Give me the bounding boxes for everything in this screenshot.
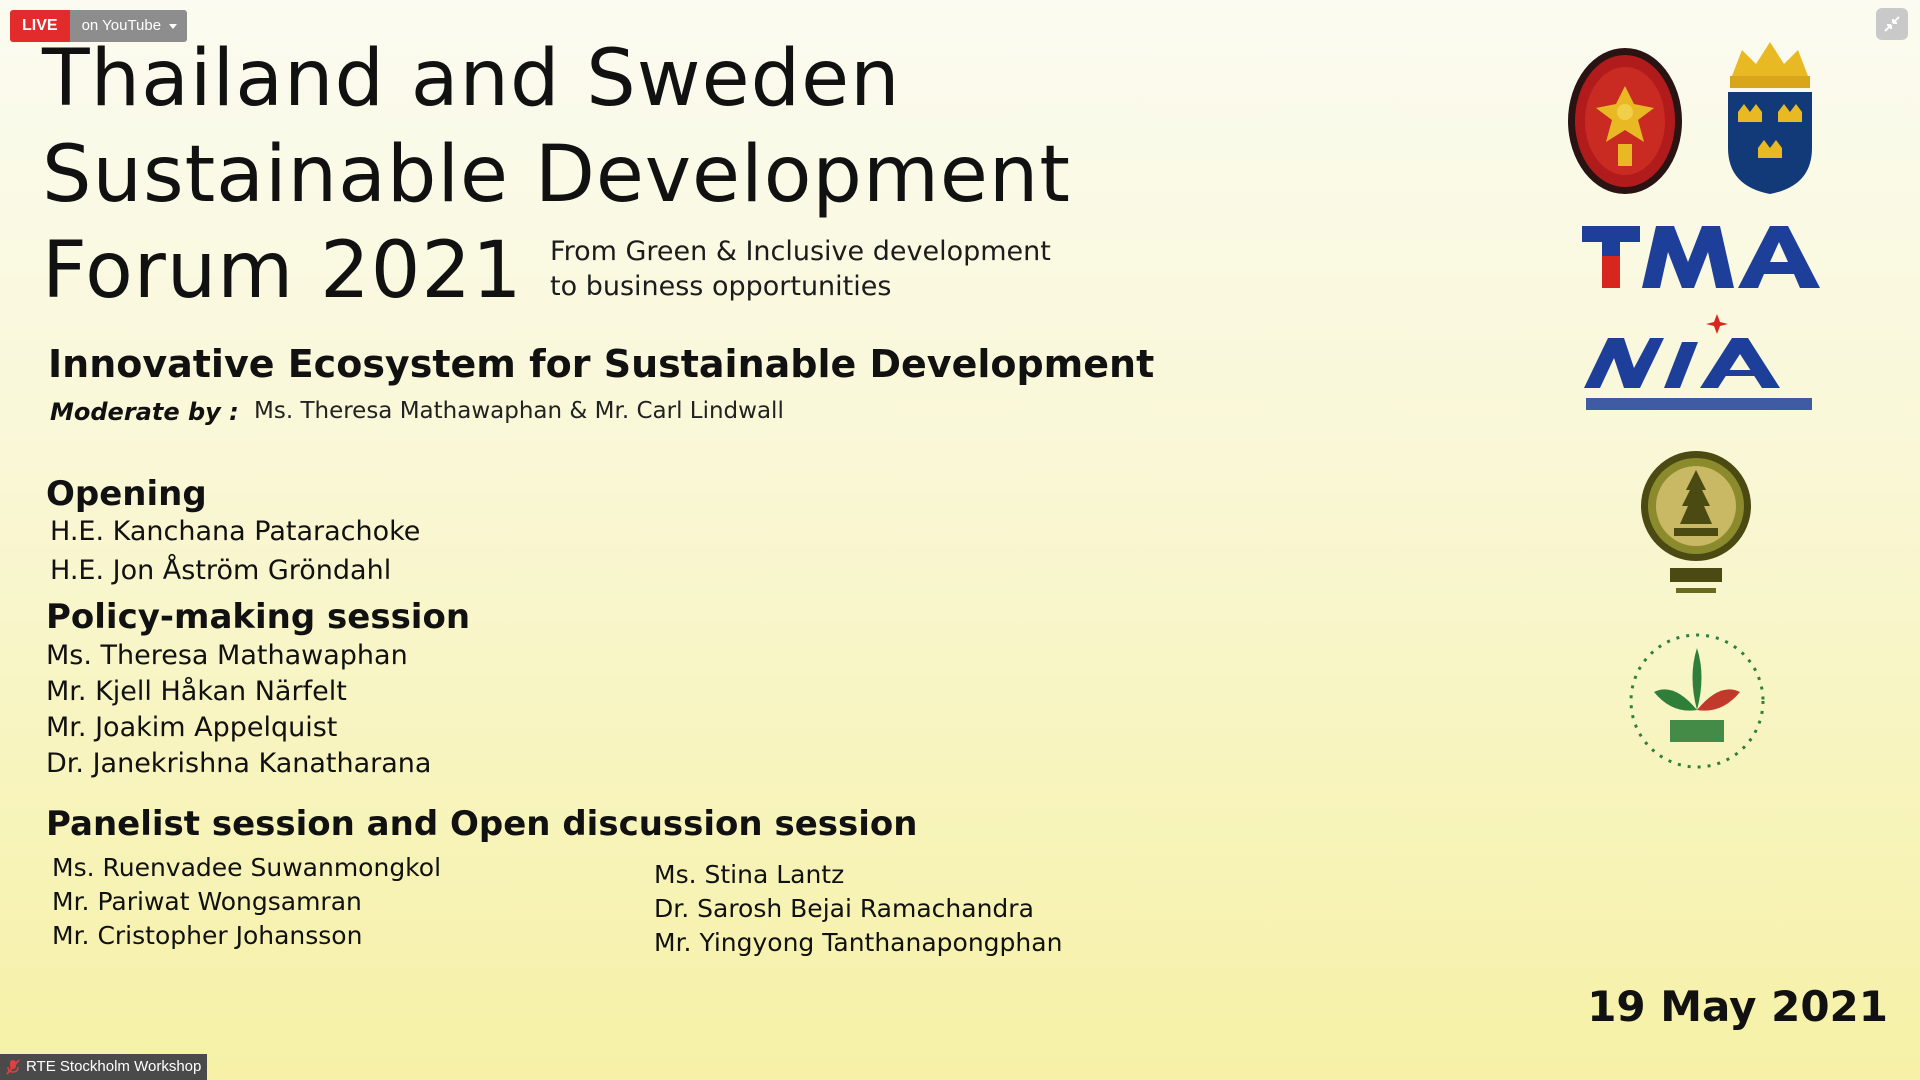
moderator-label: Moderate by : — [50, 398, 239, 426]
sweden-coat-of-arms-icon — [1722, 36, 1818, 196]
policy-person: Mr. Joakim Appelquist — [46, 712, 338, 743]
forum-subtitle — [550, 234, 1051, 304]
policy-session-title: Policy-making session — [46, 597, 471, 637]
exit-fullscreen-icon — [1883, 15, 1901, 33]
panelist: Mr. Pariwat Wongsamran — [52, 887, 362, 916]
panelist: Ms. Ruenvadee Suwanmongkol — [52, 853, 442, 882]
panelist: Dr. Sarosh Bejai Ramachandra — [654, 894, 1034, 923]
tma-logo-icon — [1582, 222, 1822, 292]
nia-logo-icon — [1580, 312, 1820, 416]
presenter-name: RTE Stockholm Workshop — [26, 1058, 202, 1075]
policy-person: Mr. Kjell Håkan Närfelt — [46, 676, 347, 707]
subtitle-line-1: From Green & Inclusive development — [550, 236, 1051, 267]
mic-muted-icon — [6, 1059, 20, 1075]
panelist: Mr. Cristopher Johansson — [52, 921, 363, 950]
moderator-names: Ms. Theresa Mathawaphan & Mr. Carl Lindwall — [254, 398, 784, 424]
tma-logo — [1582, 222, 1822, 292]
forum-title-line-1: Thailand and Sweden — [42, 34, 901, 124]
presenter-name-tag — [0, 1054, 207, 1080]
youtube-label: on YouTube — [81, 17, 162, 34]
policy-person: Dr. Janekrishna Kanatharana — [46, 748, 432, 779]
royal-forest-department-icon — [1640, 450, 1752, 600]
chevron-down-icon — [169, 24, 177, 29]
opening-title: Opening — [46, 474, 207, 514]
event-date: 19 May 2021 — [1587, 982, 1888, 1031]
exit-fullscreen-button[interactable] — [1876, 8, 1908, 40]
thai-embassy-emblem-icon — [1566, 46, 1684, 196]
panel-session-title: Panelist session and Open discussion session — [46, 804, 918, 844]
opening-person: H.E. Jon Åström Gröndahl — [50, 555, 392, 586]
panelist: Mr. Yingyong Tanthanapongphan — [654, 928, 1063, 957]
forum-title-line-3: Forum 2021 — [42, 226, 523, 316]
policy-person: Ms. Theresa Mathawaphan — [46, 640, 408, 671]
panelist: Ms. Stina Lantz — [654, 860, 845, 889]
live-badge: LIVE — [10, 10, 70, 42]
subtitle-line-2: to business opportunities — [550, 271, 892, 302]
slu-logo-icon — [1624, 626, 1770, 776]
section-heading: Innovative Ecosystem for Sustainable Development — [48, 342, 1155, 386]
opening-person: H.E. Kanchana Patarachoke — [50, 516, 421, 547]
forum-title-line-2: Sustainable Development — [42, 130, 1071, 220]
